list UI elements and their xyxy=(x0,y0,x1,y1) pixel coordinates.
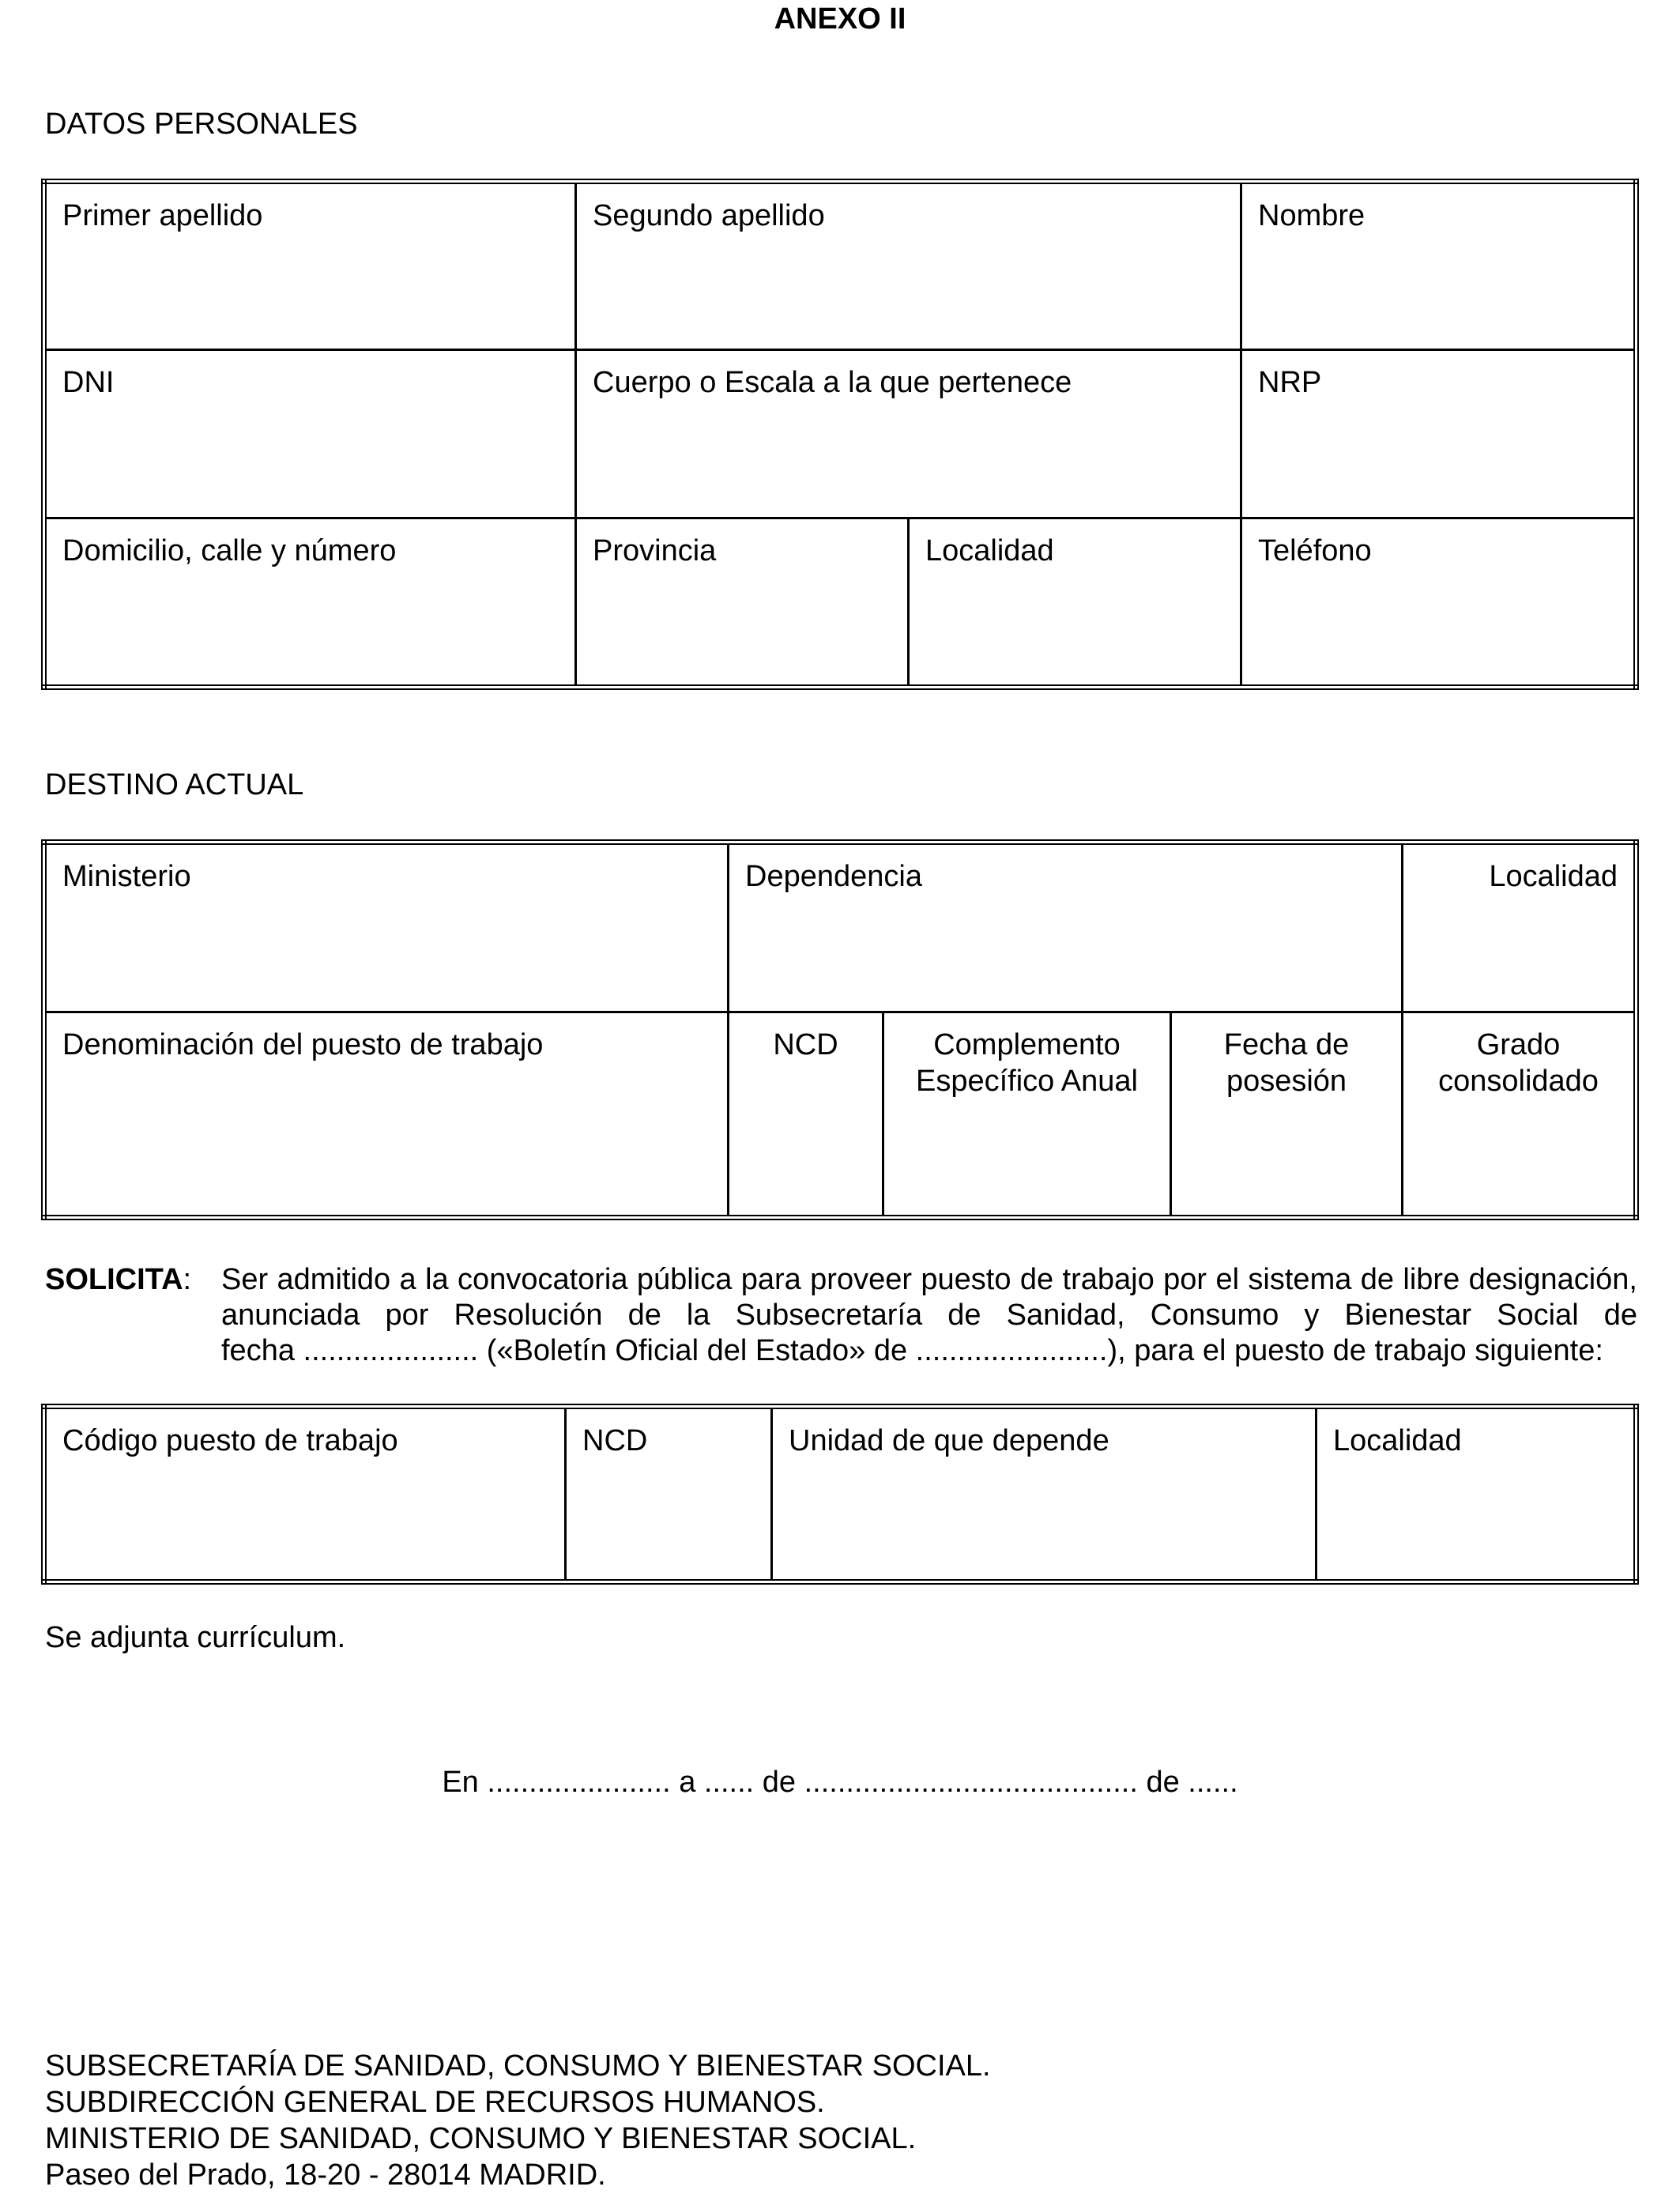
grado-label-line-1: Grado xyxy=(1476,1028,1561,1061)
table-row xyxy=(44,350,1637,518)
solicita-label xyxy=(45,1262,191,1299)
field-grado-consolidado[interactable] xyxy=(1403,1012,1637,1218)
table-row xyxy=(44,843,1637,1012)
field-telefono[interactable]: Teléfono xyxy=(1241,518,1637,688)
section-heading-datos-personales: DATOS PERSONALES xyxy=(45,107,358,141)
footer-line-4: Paseo del Prado, 18-20 - 28014 MADRID. xyxy=(45,2158,606,2192)
solicita-line-1: Ser admitido a la convocatoria pública para proveer puesto de trabajo por el sistema de libre designación, xyxy=(221,1263,1637,1296)
field-primer-apellido[interactable]: Primer apellido xyxy=(44,182,576,350)
solicita-line-3: fecha ..................... («Boletín Oficial del Estado» de .......................), para el puesto de trabajo siguiente: xyxy=(221,1334,1603,1367)
field-segundo-apellido[interactable]: Segundo apellido xyxy=(576,182,1241,350)
destino-actual-table xyxy=(41,839,1639,1220)
grado-label-line-2: consolidado xyxy=(1438,1064,1599,1098)
puesto-solicitado-table xyxy=(41,1404,1639,1585)
field-ncd-puesto[interactable]: NCD xyxy=(566,1407,772,1582)
field-nrp[interactable]: NRP xyxy=(1241,350,1637,518)
field-localidad[interactable]: Localidad xyxy=(909,518,1241,688)
field-localidad-puesto[interactable]: Localidad xyxy=(1317,1407,1637,1582)
document-title: ANEXO II xyxy=(774,2,906,36)
datos-personales-table xyxy=(41,179,1639,690)
solicita-label-text: SOLICITA xyxy=(45,1263,183,1296)
field-domicilio[interactable]: Domicilio, calle y número xyxy=(44,518,576,688)
date-place-line: En ...................... a ...... de ........................................ de ...... xyxy=(442,1766,1238,1799)
field-complemento-especifico[interactable] xyxy=(883,1012,1171,1218)
solicita-paragraph xyxy=(221,1262,1637,1369)
solicita-colon: : xyxy=(183,1263,192,1296)
footer-line-1: SUBSECRETARÍA DE SANIDAD, CONSUMO Y BIENESTAR SOCIAL. xyxy=(45,2049,991,2083)
footer-line-3: MINISTERIO DE SANIDAD, CONSUMO Y BIENESTAR SOCIAL. xyxy=(45,2122,917,2155)
field-ministerio[interactable]: Ministerio xyxy=(44,843,729,1012)
field-localidad-destino[interactable]: Localidad xyxy=(1403,843,1637,1012)
curriculum-note: Se adjunta currículum. xyxy=(45,1621,346,1654)
field-cuerpo-escala[interactable]: Cuerpo o Escala a la que pertenece xyxy=(576,350,1241,518)
table-row xyxy=(44,182,1637,350)
field-codigo-puesto[interactable]: Código puesto de trabajo xyxy=(44,1407,566,1582)
complemento-label-line-1: Complemento xyxy=(933,1028,1121,1061)
solicita-line-2: anunciada por Resolución de la Subsecretaría de Sanidad, Consumo y Bienestar Social de xyxy=(221,1299,1637,1332)
fecha-posesion-label-line-1: Fecha de xyxy=(1223,1028,1350,1061)
field-nombre[interactable]: Nombre xyxy=(1241,182,1637,350)
field-unidad-depende[interactable]: Unidad de que depende xyxy=(772,1407,1317,1582)
field-ncd[interactable]: NCD xyxy=(729,1012,883,1218)
table-row xyxy=(44,518,1637,688)
field-dni[interactable]: DNI xyxy=(44,350,576,518)
table-row xyxy=(44,1012,1637,1218)
field-denominacion-puesto[interactable]: Denominación del puesto de trabajo xyxy=(44,1012,729,1218)
footer-line-2: SUBDIRECCIÓN GENERAL DE RECURSOS HUMANOS. xyxy=(45,2086,825,2119)
field-provincia[interactable]: Provincia xyxy=(576,518,909,688)
fecha-posesion-label-line-2: posesión xyxy=(1226,1064,1347,1098)
table-row xyxy=(44,1407,1637,1582)
section-heading-destino-actual: DESTINO ACTUAL xyxy=(45,768,304,801)
complemento-label-line-2: Específico Anual xyxy=(916,1064,1138,1098)
field-fecha-posesion[interactable] xyxy=(1171,1012,1403,1218)
field-dependencia[interactable]: Dependencia xyxy=(729,843,1403,1012)
